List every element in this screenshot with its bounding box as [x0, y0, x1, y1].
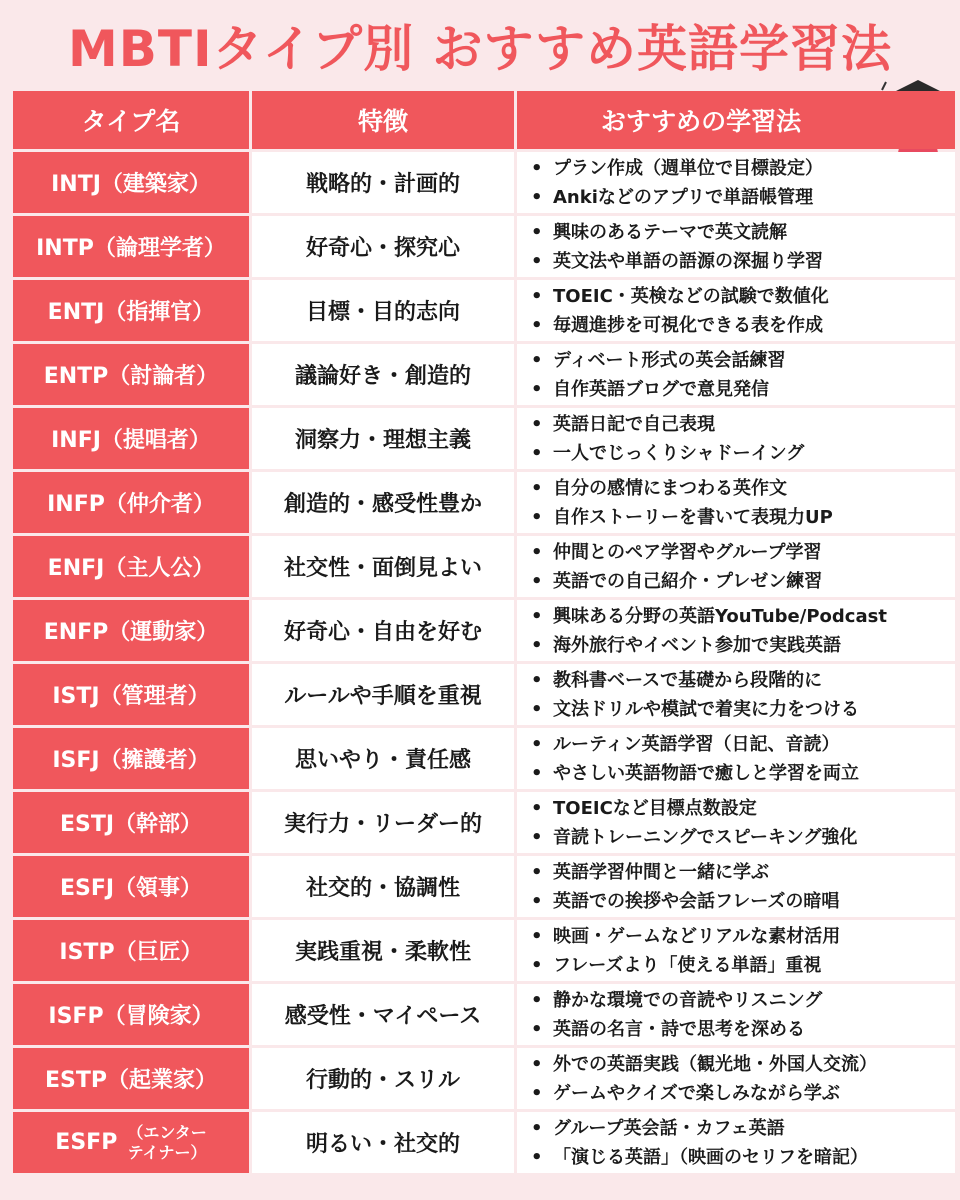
- bullet: •: [531, 477, 543, 499]
- bullet: •: [531, 221, 543, 243]
- method-item: [517, 887, 955, 916]
- type-cell: INFJ（提唱者）: [13, 408, 249, 469]
- method-text: 興味のあるテーマで英文読解: [553, 221, 787, 243]
- table-row: [13, 856, 955, 917]
- type-cell: ESTJ（幹部）: [13, 792, 249, 853]
- method-item: [517, 986, 955, 1015]
- bullet: •: [531, 797, 543, 819]
- method-text: TOEIC・英検などの試験で数値化: [553, 285, 829, 307]
- method-text: 自作ストーリーを書いて表現力UP: [553, 506, 833, 528]
- trait-cell: 創造的・感受性豊か: [252, 472, 514, 533]
- methods-cell: [517, 280, 955, 341]
- method-text: 興味ある分野の英語YouTube/Podcast: [553, 605, 887, 627]
- bullet: •: [531, 157, 543, 179]
- methods-cell: [517, 984, 955, 1045]
- table-row: [13, 536, 955, 597]
- type-cell: INFP（仲介者）: [13, 472, 249, 533]
- trait-cell: 社交的・協調性: [252, 856, 514, 917]
- bullet: •: [531, 669, 543, 691]
- method-text: TOEICなど目標点数設定: [553, 797, 757, 819]
- method-item: [517, 1114, 955, 1143]
- method-item: [517, 218, 955, 247]
- header-method: おすすめの学習法: [517, 91, 955, 149]
- method-text: グループ英会話・カフェ英語: [553, 1117, 785, 1139]
- table-row: [13, 664, 955, 725]
- bullet: •: [531, 413, 543, 435]
- trait-cell: 実践重視・柔軟性: [252, 920, 514, 981]
- header-type: タイプ名: [13, 91, 249, 149]
- bullet: •: [531, 925, 543, 947]
- table-row: [13, 472, 955, 533]
- method-text: フレーズより「使える単語」重視: [553, 954, 822, 976]
- table-row: [13, 408, 955, 469]
- method-item: [517, 439, 955, 468]
- method-item: [517, 1079, 955, 1108]
- type-cell: ENTJ（指揮官）: [13, 280, 249, 341]
- type-nickname: [127, 1123, 206, 1163]
- methods-cell: [517, 600, 955, 661]
- method-text: Ankiなどのアプリで単語帳管理: [553, 186, 814, 208]
- bullet: •: [531, 541, 543, 563]
- method-text: 一人でじっくりシャドーイング: [553, 442, 805, 464]
- bullet: •: [531, 1146, 543, 1168]
- bullet: •: [531, 285, 543, 307]
- method-item: [517, 951, 955, 980]
- method-text: 英語日記で自己表現: [553, 413, 715, 435]
- method-item: [517, 858, 955, 887]
- method-item: [517, 1143, 955, 1172]
- trait-cell: 感受性・マイペース: [252, 984, 514, 1045]
- method-item: [517, 567, 955, 596]
- method-item: [517, 1015, 955, 1044]
- method-item: [517, 311, 955, 340]
- trait-cell: 好奇心・自由を好む: [252, 600, 514, 661]
- header-trait: 特徴: [252, 91, 514, 149]
- bullet: •: [531, 1018, 543, 1040]
- table-row: [13, 216, 955, 277]
- table-row: [13, 1048, 955, 1109]
- method-item: [517, 282, 955, 311]
- method-text: 英語での自己紹介・プレゼン練習: [553, 570, 823, 592]
- bullet: •: [531, 733, 543, 755]
- methods-cell: [517, 920, 955, 981]
- type-cell: [13, 1112, 249, 1173]
- bullet: •: [531, 570, 543, 592]
- method-item: [517, 666, 955, 695]
- type-cell: ISFP（冒険家）: [13, 984, 249, 1045]
- type-cell: ENTP（討論者）: [13, 344, 249, 405]
- bullet: •: [531, 186, 543, 208]
- method-item: [517, 346, 955, 375]
- methods-cell: [517, 408, 955, 469]
- table-row: [13, 344, 955, 405]
- method-text: 仲間とのペア学習やグループ学習: [553, 541, 822, 563]
- method-text: ルーティン英語学習（日記、音読）: [553, 733, 840, 755]
- trait-cell: 実行力・リーダー的: [252, 792, 514, 853]
- method-item: [517, 375, 955, 404]
- bullet: •: [531, 250, 543, 272]
- method-text: 海外旅行やイベント参加で実践英語: [553, 634, 841, 656]
- type-cell: INTJ（建築家）: [13, 152, 249, 213]
- bullet: •: [531, 989, 543, 1011]
- type-code: ESFP: [55, 1130, 118, 1155]
- methods-cell: [517, 664, 955, 725]
- method-text: 「演じる英語」（映画のセリフを暗記）: [553, 1146, 868, 1168]
- table-header-row: [13, 91, 955, 149]
- methods-cell: [517, 536, 955, 597]
- type-nickname-line: テイナー）: [127, 1142, 207, 1162]
- trait-cell: 社交性・面倒見よい: [252, 536, 514, 597]
- table-row: [13, 600, 955, 661]
- method-item: [517, 602, 955, 631]
- type-cell: ISFJ（擁護者）: [13, 728, 249, 789]
- type-cell: ESFJ（領事）: [13, 856, 249, 917]
- method-item: [517, 183, 955, 212]
- method-text: やさしい英語物語で癒しと学習を両立: [553, 762, 859, 784]
- method-text: 英文法や単語の語源の深掘り学習: [553, 250, 823, 272]
- mbti-study-table: [10, 88, 958, 1176]
- trait-cell: ルールや手順を重視: [252, 664, 514, 725]
- bullet: •: [531, 954, 543, 976]
- bullet: •: [531, 762, 543, 784]
- bullet: •: [531, 1053, 543, 1075]
- type-cell: ISTJ（管理者）: [13, 664, 249, 725]
- trait-cell: 明るい・社交的: [252, 1112, 514, 1173]
- bullet: •: [531, 314, 543, 336]
- trait-cell: 思いやり・責任感: [252, 728, 514, 789]
- type-cell: ESTP（起業家）: [13, 1048, 249, 1109]
- method-text: 外での英語実践（観光地・外国人交流）: [553, 1053, 877, 1075]
- method-text: 教科書ベースで基礎から段階的に: [553, 669, 823, 691]
- bullet: •: [531, 442, 543, 464]
- bullet: •: [531, 861, 543, 883]
- method-item: [517, 247, 955, 276]
- table-row: [13, 280, 955, 341]
- method-text: プラン作成（週単位で目標設定）: [553, 157, 823, 179]
- trait-cell: 議論好き・創造的: [252, 344, 514, 405]
- table-row: [13, 1112, 955, 1173]
- method-item: [517, 410, 955, 439]
- method-item: [517, 759, 955, 788]
- page-title: MBTIタイプ別 おすすめ英語学習法: [68, 20, 892, 78]
- method-text: ディベート形式の英会話練習: [553, 349, 786, 371]
- method-text: 英語での挨拶や会話フレーズの暗唱: [553, 890, 840, 912]
- method-text: 英語の名言・詩で思考を深める: [553, 1018, 805, 1040]
- method-item: [517, 695, 955, 724]
- method-text: 自作英語ブログで意見発信: [553, 378, 769, 400]
- bullet: •: [531, 605, 543, 627]
- type-cell: ENFP（運動家）: [13, 600, 249, 661]
- bullet: •: [531, 1117, 543, 1139]
- bullet: •: [531, 1082, 543, 1104]
- bullet: •: [531, 890, 543, 912]
- method-item: [517, 538, 955, 567]
- type-cell: ENFJ（主人公）: [13, 536, 249, 597]
- table-row: [13, 984, 955, 1045]
- method-text: 自分の感情にまつわる英作文: [553, 477, 787, 499]
- method-text: ゲームやクイズで楽しみながら学ぶ: [553, 1082, 840, 1104]
- table-row: [13, 728, 955, 789]
- methods-cell: [517, 152, 955, 213]
- method-text: 英語学習仲間と一緒に学ぶ: [553, 861, 769, 883]
- table-row: [13, 792, 955, 853]
- bullet: •: [531, 826, 543, 848]
- method-text: 音読トレーニングでスピーキング強化: [553, 826, 858, 848]
- type-cell: ISTP（巨匠）: [13, 920, 249, 981]
- bullet: •: [531, 506, 543, 528]
- table-row: [13, 920, 955, 981]
- method-text: 文法ドリルや模試で着実に力をつける: [553, 698, 859, 720]
- method-item: [517, 794, 955, 823]
- method-item: [517, 154, 955, 183]
- type-nickname-line: （エンター: [127, 1122, 207, 1142]
- method-item: [517, 823, 955, 852]
- method-item: [517, 474, 955, 503]
- trait-cell: 好奇心・探究心: [252, 216, 514, 277]
- bullet: •: [531, 349, 543, 371]
- method-text: 静かな環境での音読やリスニング: [553, 989, 823, 1011]
- bullet: •: [531, 634, 543, 656]
- methods-cell: [517, 728, 955, 789]
- method-item: [517, 503, 955, 532]
- trait-cell: 目標・目的志向: [252, 280, 514, 341]
- trait-cell: 行動的・スリル: [252, 1048, 514, 1109]
- methods-cell: [517, 216, 955, 277]
- method-text: 映画・ゲームなどリアルな素材活用: [553, 925, 841, 947]
- trait-cell: 洞察力・理想主義: [252, 408, 514, 469]
- methods-cell: [517, 472, 955, 533]
- methods-cell: [517, 1112, 955, 1173]
- method-item: [517, 922, 955, 951]
- methods-cell: [517, 792, 955, 853]
- method-item: [517, 730, 955, 759]
- method-item: [517, 1050, 955, 1079]
- methods-cell: [517, 344, 955, 405]
- table-row: [13, 152, 955, 213]
- bullet: •: [531, 378, 543, 400]
- bullet: •: [531, 698, 543, 720]
- methods-cell: [517, 1048, 955, 1109]
- method-text: 毎週進捗を可視化できる表を作成: [553, 314, 823, 336]
- methods-cell: [517, 856, 955, 917]
- type-cell: INTP（論理学者）: [13, 216, 249, 277]
- method-item: [517, 631, 955, 660]
- trait-cell: 戦略的・計画的: [252, 152, 514, 213]
